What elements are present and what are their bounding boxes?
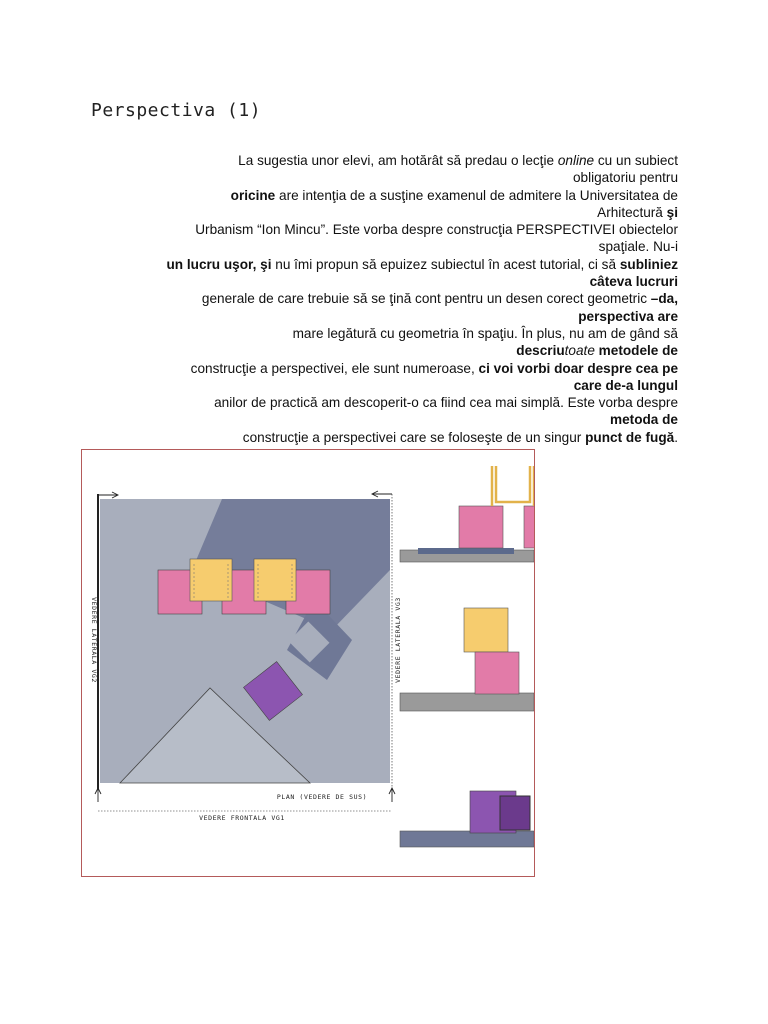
paragraph-line <box>108 152 678 169</box>
paragraph-line <box>108 342 678 359</box>
document-title: Perspectiva (1) <box>91 100 262 121</box>
drawing-figure <box>81 449 535 877</box>
text-run: descriu <box>516 343 565 359</box>
text-run: punct de fugă <box>585 429 675 445</box>
plan-yellow-box-1 <box>190 559 232 601</box>
text-run: perspectiva are <box>578 308 678 324</box>
text-run: nu îmi propun să epuizez subiectul în acest tutorial, ci să <box>271 256 620 272</box>
text-run: şi <box>666 204 678 220</box>
text-run: oricine <box>230 187 276 203</box>
paragraph-line <box>108 169 678 186</box>
arrow-bottom-left-icon <box>95 788 101 802</box>
text-run: toate <box>564 343 595 359</box>
drawing-svg <box>82 450 534 876</box>
text-run: obligatoriu pentru <box>572 170 678 186</box>
elev3-base <box>400 831 534 847</box>
elev1-pink-box-2 <box>524 506 534 548</box>
arrow-bottom-right-icon <box>389 788 395 802</box>
text-run: . <box>674 429 678 445</box>
paragraph-line <box>108 273 678 290</box>
paragraph-line <box>108 290 678 307</box>
text-run: La sugestia unor elevi, am hotărât să predau o lecţie <box>238 153 558 168</box>
paragraph-line <box>108 256 678 273</box>
paragraph-line <box>108 360 678 377</box>
paragraph-line <box>108 429 678 446</box>
text-run: mare legătură cu geometria în spaţiu. În plus, nu am de gând să <box>292 325 678 341</box>
arrow-top-left-icon <box>98 492 118 498</box>
text-run: care de-a lungul <box>573 377 678 393</box>
label-left-side: VEDERE LATERALA VG2 <box>90 597 98 683</box>
paragraph-line <box>108 394 678 411</box>
plan-view <box>90 491 402 822</box>
intro-paragraph <box>108 152 678 446</box>
paragraph-line <box>108 308 678 325</box>
text-run: –da, <box>650 291 678 307</box>
text-run: metoda de <box>610 412 678 428</box>
label-plan: PLAN (VEDERE DE SUS) <box>276 793 368 801</box>
text-run: construcţie a perspectivei, ele sunt numeroase, <box>190 360 479 376</box>
text-run: are intenţia de a susţine examenul de admitere la Universitatea de <box>275 187 678 203</box>
text-run: spaţiale. Nu-i <box>598 239 678 255</box>
text-run: metodele de <box>594 343 678 359</box>
elev3-purple-inner <box>500 796 530 830</box>
elev1-yellow-frame <box>492 466 534 506</box>
elev2-pink-box <box>475 652 519 694</box>
text-run: un lucru uşor, şi <box>166 256 272 272</box>
label-right-side: VEDERE LATERALA VG3 <box>394 597 402 683</box>
text-run: anilor de practică am descoperit-o ca fiind cea mai simplă. Este vorba despre <box>214 395 678 411</box>
text-run: cu un subiect <box>594 153 678 168</box>
text-run: construcţie a perspectivei care se foloseşte de un singur <box>242 429 586 445</box>
text-run: subliniez <box>619 256 678 272</box>
paragraph-line <box>108 377 678 394</box>
plan-yellow-box-2 <box>254 559 296 601</box>
arrow-top-right-icon <box>372 491 392 497</box>
paragraph-line <box>108 204 678 221</box>
text-run: ci voi vorbi doar despre cea pe <box>478 360 678 376</box>
paragraph-line <box>108 411 678 428</box>
elevation-3 <box>400 791 534 847</box>
paragraph-line <box>108 187 678 204</box>
elevation-1 <box>400 466 534 562</box>
paragraph-line <box>108 238 678 255</box>
elev1-shadow-strip <box>418 548 514 554</box>
elevation-2 <box>400 608 534 711</box>
label-front: VEDERE FRONTALA VG1 <box>199 814 285 822</box>
paragraph-line <box>108 221 678 238</box>
text-run: Urbanism “Ion Mincu”. Este vorba despre construcţia PERSPECTIVEI obiectelor <box>195 222 678 238</box>
text-run: online <box>557 153 595 168</box>
elev2-base <box>400 693 534 711</box>
elev1-pink-box-1 <box>459 506 503 548</box>
paragraph-line <box>108 325 678 342</box>
text-run: câteva lucruri <box>589 274 678 290</box>
text-run: Arhitectură <box>597 204 667 220</box>
text-run: generale de care trebuie să se ţină cont pentru un desen corect geometric <box>201 291 651 307</box>
elev2-yellow-box <box>464 608 508 652</box>
